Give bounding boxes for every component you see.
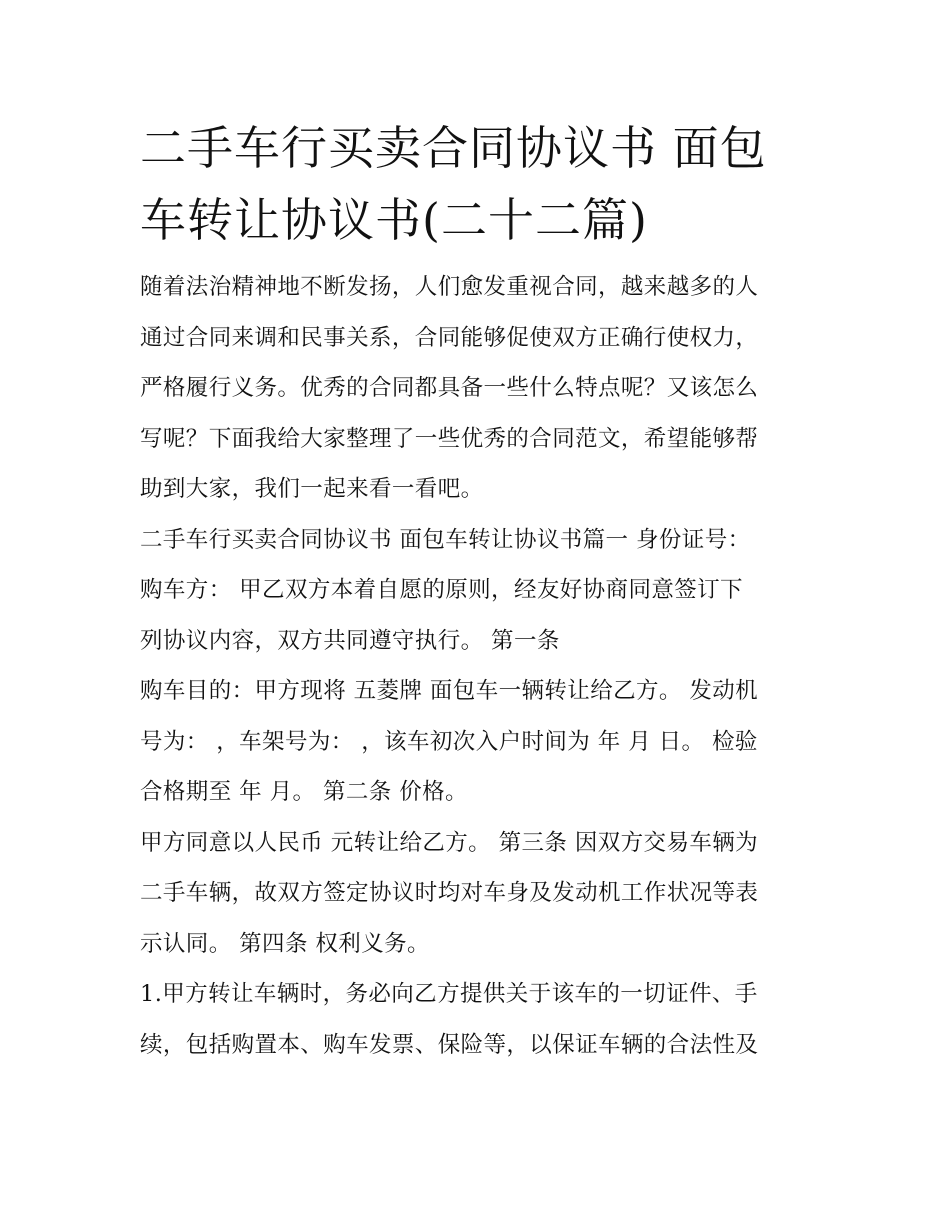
title-line-2: 车转让协议书(二十二篇) bbox=[140, 193, 648, 247]
obligations-paragraph bbox=[140, 969, 820, 1070]
document-title bbox=[140, 112, 820, 256]
text-line: 号为： ，车架号为： ，该车初次入户时间为 年 月 日。 检验 bbox=[140, 728, 758, 755]
document-content bbox=[140, 112, 820, 1070]
text-line: 购车目的：甲方现将 五菱牌 面包车一辆转让给乙方。 发动机 bbox=[140, 678, 759, 704]
text-line: 二手车辆，故双方签定协议时均对车身及发动机工作状况等表 bbox=[140, 880, 759, 906]
text-line: 严格履行义务。优秀的合同都具备一些什么特点呢？又该怎么 bbox=[140, 375, 759, 401]
text-line: 列协议内容，双方共同遵守执行。 第一条 bbox=[140, 627, 560, 654]
text-line: 合格期至 年 月。 第二条 价格。 bbox=[140, 779, 468, 805]
text-line: 甲方同意以人民币 元转让给乙方。 第三条 因双方交易车辆为 bbox=[140, 829, 759, 856]
text-line: 续，包括购置本、购车发票、保险等，以保证车辆的合法性及 bbox=[140, 1031, 759, 1058]
text-line: 二手车行买卖合同协议书 面包车转让协议书篇一 身份证号： bbox=[140, 526, 751, 553]
text-line: 1.甲方转让车辆时，务必向乙方提供关于该车的一切证件、手 bbox=[140, 981, 758, 1007]
text-line: 助到大家，我们一起来看一看吧。 bbox=[140, 476, 484, 502]
price-paragraph bbox=[140, 818, 820, 970]
contract-heading-paragraph bbox=[140, 515, 820, 667]
intro-paragraph bbox=[140, 262, 820, 515]
purchase-purpose-paragraph bbox=[140, 666, 820, 818]
title-line-1: 二手车行买卖合同协议书 面包 bbox=[140, 121, 767, 175]
text-line: 写呢？下面我给大家整理了一些优秀的合同范文，希望能够帮 bbox=[140, 425, 759, 452]
text-line: 随着法治精神地不断发扬，人们愈发重视合同，越来越多的人 bbox=[140, 274, 759, 300]
text-line: 示认同。 第四条 权利义务。 bbox=[140, 930, 430, 957]
text-line: 通过合同来调和民事关系，合同能够促使双方正确行使权力， bbox=[140, 324, 759, 351]
text-line: 购车方： 甲乙双方本着自愿的原则，经友好协商同意签订下 bbox=[140, 577, 743, 603]
